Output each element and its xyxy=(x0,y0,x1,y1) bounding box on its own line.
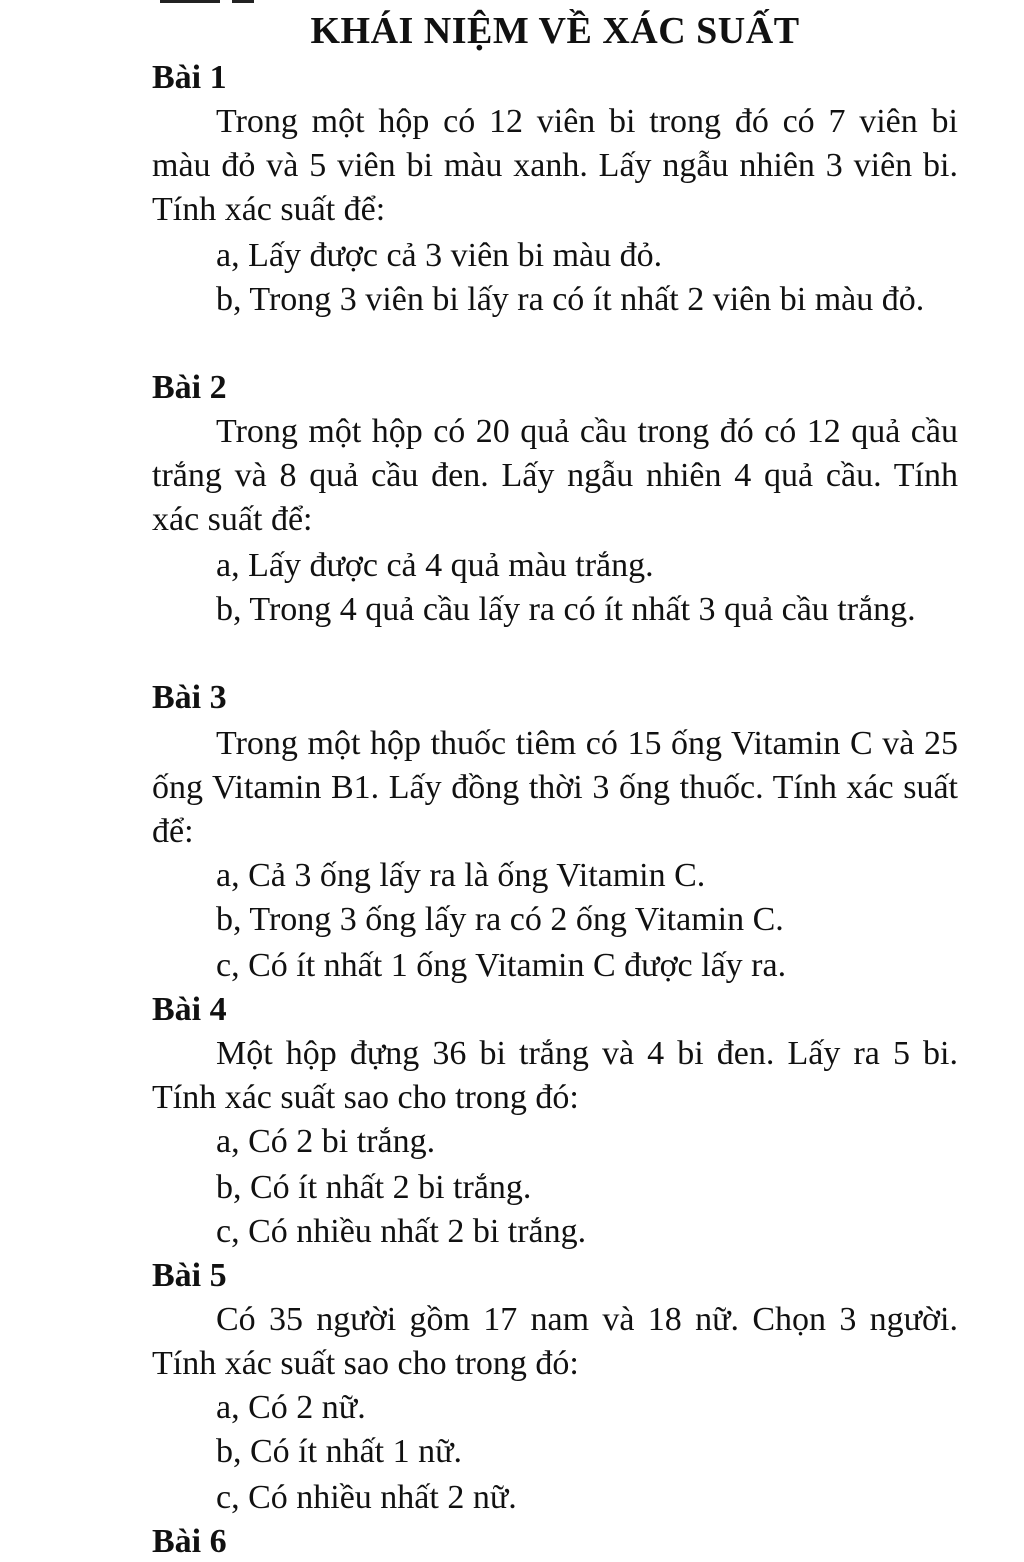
exercise-item: b, Có ít nhất 2 bi trắng. xyxy=(216,1169,532,1206)
exercise-item: a, Lấy được cả 4 quả màu trắng. xyxy=(216,547,654,584)
exercise-heading: Bài 5 xyxy=(152,1257,227,1294)
next-exercise-heading: Bài 6 xyxy=(152,1523,227,1560)
exercise-text: Trong một hộp thuốc tiêm có 15 ống Vitamin C và 25 ống Vitamin B1. Lấy đồng thời 3 ống thuốc. Tính xác suất để: xyxy=(152,725,958,850)
exercise-item: b, Trong 3 viên bi lấy ra có ít nhất 2 viên bi màu đỏ. xyxy=(216,281,925,318)
exercise-item: b, Trong 4 quả cầu lấy ra có ít nhất 3 quả cầu trắng. xyxy=(216,591,916,628)
exercise-item: c, Có nhiều nhất 2 nữ. xyxy=(216,1479,517,1516)
exercise-item: b, Có ít nhất 1 nữ. xyxy=(216,1433,463,1470)
exercise-heading: Bài 4 xyxy=(152,991,227,1028)
exercise-item: a, Có 2 nữ. xyxy=(216,1389,366,1426)
exercise-heading: Bài 2 xyxy=(152,369,227,406)
exercise-heading: Bài 1 xyxy=(152,59,227,96)
exercise-item: b, Trong 3 ống lấy ra có 2 ống Vitamin C. xyxy=(216,901,784,938)
exercise-text: Trong một hộp có 12 viên bi trong đó có 7 viên bi màu đỏ và 5 viên bi màu xanh. Lấy ngẫu nhiên 3 viên bi. Tính xác suất để: xyxy=(152,103,958,228)
exercise-text: Có 35 người gồm 17 nam và 18 nữ. Chọn 3 người. Tính xác suất sao cho trong đó: xyxy=(152,1301,958,1382)
exercise-heading: Bài 3 xyxy=(152,679,227,716)
exercise-item: c, Có nhiều nhất 2 bi trắng. xyxy=(216,1213,587,1250)
page-title: KHÁI NIỆM VỀ XÁC SUẤT xyxy=(310,10,800,52)
cropped-mark-right xyxy=(232,0,254,3)
exercise-item: a, Cả 3 ống lấy ra là ống Vitamin C. xyxy=(216,857,706,894)
exercise-text: Trong một hộp có 20 quả cầu trong đó có 12 quả cầu trắng và 8 quả cầu đen. Lấy ngẫu nhiên 4 quả cầu. Tính xác suất để: xyxy=(152,413,958,538)
cropped-mark-left xyxy=(160,0,220,3)
exercise-item: a, Có 2 bi trắng. xyxy=(216,1123,436,1160)
exercise-text: Một hộp đựng 36 bi trắng và 4 bi đen. Lấy ra 5 bi. Tính xác suất sao cho trong đó: xyxy=(152,1035,958,1116)
exercise-item: c, Có ít nhất 1 ống Vitamin C được lấy ra. xyxy=(216,947,787,984)
exercise-item: a, Lấy được cả 3 viên bi màu đỏ. xyxy=(216,237,663,274)
